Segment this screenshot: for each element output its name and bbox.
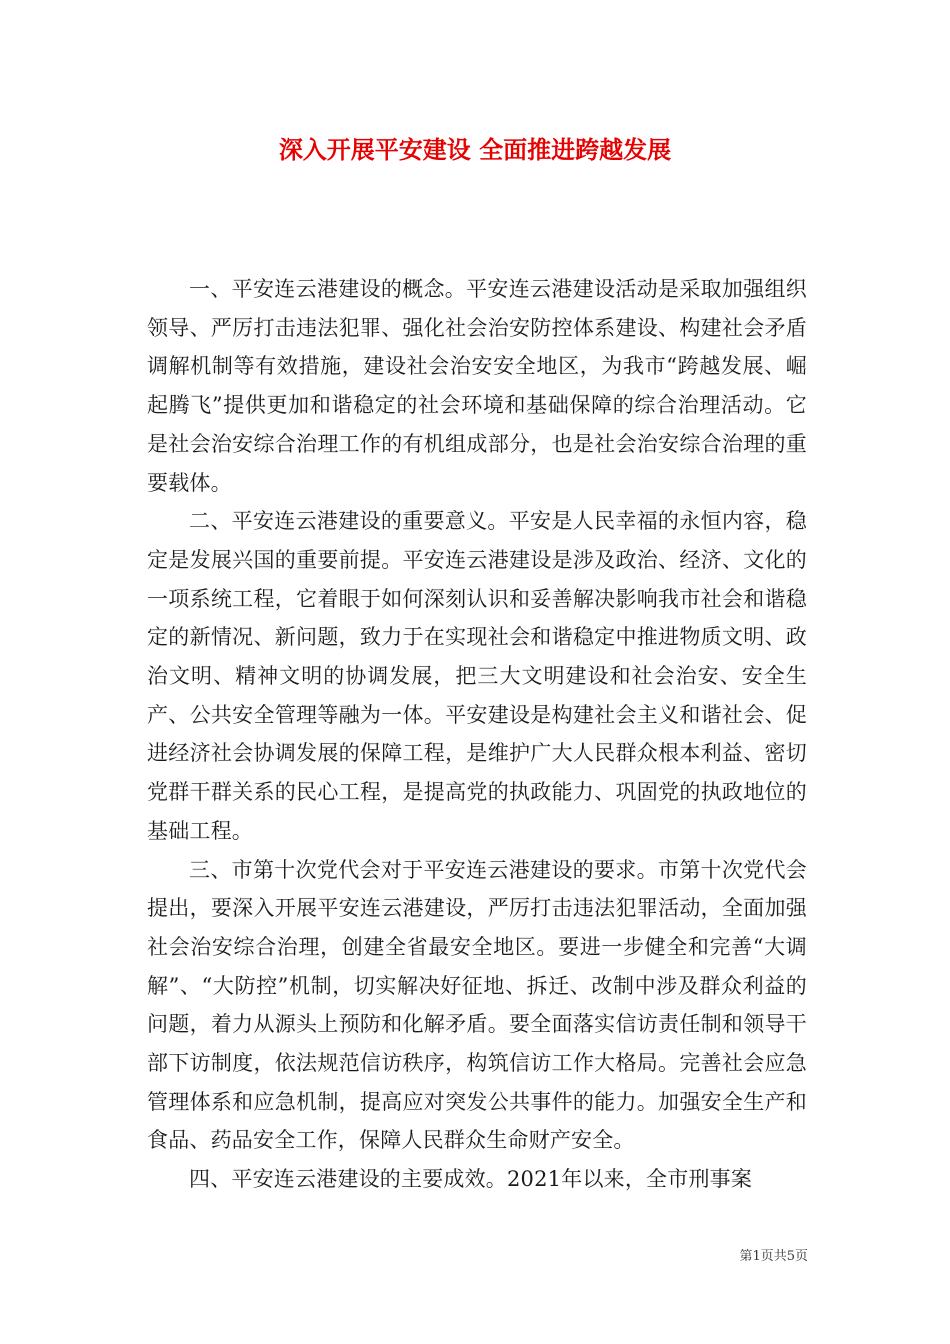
paragraph-3: 三、市第十次党代会对于平安连云港建设的要求。市第十次党代会提出，要深入开展平安连云港建设，严厉打击违法犯罪活动，全面加强社会治安综合治理，创建全省最安全地区。要进一步健全和完善“大调解”、“大防控”机制，切实解决好征地、拆迁、改制中涉及群众利益的问题，着力从源头上预防和化解矛盾。要全面落实信访责任制和领导干部下访制度，依法规范信访秩序，构筑信访工作大格局。完善社会应急管理体系和应急机制，提高应对突发公共事件的能力。加强安全生产和食品、药品安全工作，保障人民群众生命财产安全。 xyxy=(147,857,807,1153)
paragraph-2: 二、平安连云港建设的重要意义。平安是人民幸福的永恒内容，稳定是发展兴国的重要前提。平安连云港建设是涉及政治、经济、文化的一项系统工程，它着眼于如何深刻认识和妥善解决影响我市社会和谐稳定的新情况、新问题，致力于在实现社会和谐稳定中推进物质文明、政治文明、精神文明的协调发展，把三大文明建设和社会治安、安全生产、公共安全管理等融为一体。平安建设是构建社会主义和谐社会、促进经济社会协调发展的保障工程，是维护广大人民群众根本利益、密切党群干群关系的民心工程，是提高党的执政能力、巩固党的执政地位的基础工程。 xyxy=(147,509,807,843)
paragraph-1: 一、平安连云港建设的概念。平安连云港建设活动是采取加强组织领导、严厉打击违法犯罪、强化社会治安防控体系建设、构建社会矛盾调解机制等有效措施，建设社会治安安全地区，为我市“跨越发展、崛起腾飞”提供更加和谐稳定的社会环境和基础保障的综合治理活动。它是社会治安综合治理工作的有机组成部分，也是社会治安综合治理的重要载体。 xyxy=(147,277,807,495)
document-body xyxy=(147,270,807,1199)
paragraph-4: 四、平安连云港建设的主要成效。2021年以来，全市刑事案 xyxy=(189,1167,753,1192)
document-title: 深入开展平安建设 全面推进跨越发展 xyxy=(278,135,672,164)
page-number: 第1页共5页 xyxy=(739,1249,808,1264)
